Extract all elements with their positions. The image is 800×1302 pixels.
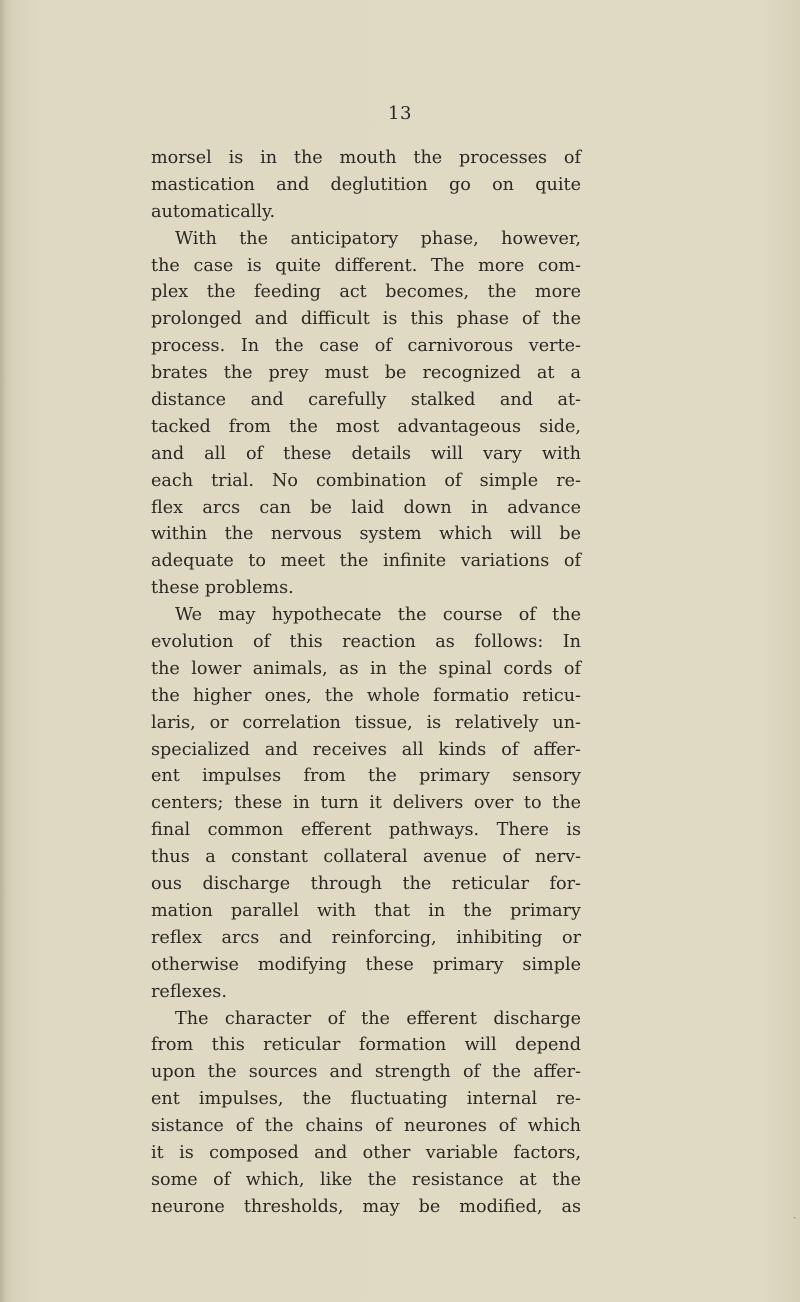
text-line: automatically.: [151, 201, 276, 222]
text-line: centers; these in turn it delivers over to the: [151, 793, 581, 814]
text-line: reflex arcs and reinforcing, inhibiting or: [151, 927, 581, 948]
text-line: the case is quite different. The more com-: [151, 255, 581, 276]
text-line: final common efferent pathways. There is: [151, 820, 581, 841]
text-line: and all of these details will vary with: [151, 443, 581, 464]
text-line: plex the feeding act becomes, the more: [151, 282, 581, 303]
page-gutter-shadow: [0, 0, 6, 1302]
text-line: brates the prey must be recognized at a: [151, 363, 581, 384]
text-line: it is composed and other variable factors,: [151, 1142, 581, 1163]
text-line: mation parallel with that in the primary: [151, 900, 581, 921]
text-line: With the anticipatory phase, however,: [175, 228, 581, 249]
page-number: 13: [388, 103, 412, 124]
text-line: reflexes.: [151, 981, 227, 1002]
text-line: distance and carefully stalked and at-: [151, 390, 581, 411]
stray-ink-mark: ˎ: [793, 1208, 797, 1219]
text-line: The character of the efferent discharge: [175, 1008, 581, 1029]
text-line: specialized and receives all kinds of affer-: [151, 739, 581, 760]
body-text: [151, 145, 581, 1221]
text-line: upon the sources and strength of the affer-: [151, 1062, 581, 1083]
text-line: laris, or correlation tissue, is relatively un-: [151, 712, 581, 733]
text-line: flex arcs can be laid down in advance: [151, 497, 581, 518]
text-line: ent impulses, the fluctuating internal re-: [151, 1089, 581, 1110]
text-line: evolution of this reaction as follows: In: [151, 632, 581, 653]
text-line: tacked from the most advantageous side,: [151, 416, 581, 437]
text-line: the higher ones, the whole formatio reticu-: [151, 685, 581, 706]
text-line: the lower animals, as in the spinal cords of: [151, 658, 581, 679]
text-line: prolonged and difficult is this phase of the: [151, 309, 581, 330]
text-line: ous discharge through the reticular for-: [151, 874, 581, 895]
text-line: We may hypothecate the course of the: [175, 605, 581, 626]
text-line: these problems.: [151, 578, 294, 599]
text-line: morsel is in the mouth the processes of: [151, 148, 581, 168]
text-line: some of which, like the resistance at the: [151, 1169, 581, 1190]
text-line: otherwise modifying these primary simple: [151, 954, 581, 975]
text-line: each trial. No combination of simple re-: [151, 470, 581, 491]
text-line: adequate to meet the infinite variations of: [151, 551, 581, 572]
text-line: mastication and deglutition go on quite: [151, 174, 581, 195]
text-line: sistance of the chains of neurones of which: [151, 1116, 581, 1137]
text-line: process. In the case of carnivorous verte-: [151, 336, 581, 357]
text-line: within the nervous system which will be: [151, 524, 581, 545]
text-line: ent impulses from the primary sensory: [151, 766, 581, 787]
text-line: from this reticular formation will depend: [151, 1035, 581, 1056]
text-line: thus a constant collateral avenue of nerv-: [151, 847, 581, 868]
text-line: neurone thresholds, may be modified, as: [151, 1196, 581, 1217]
